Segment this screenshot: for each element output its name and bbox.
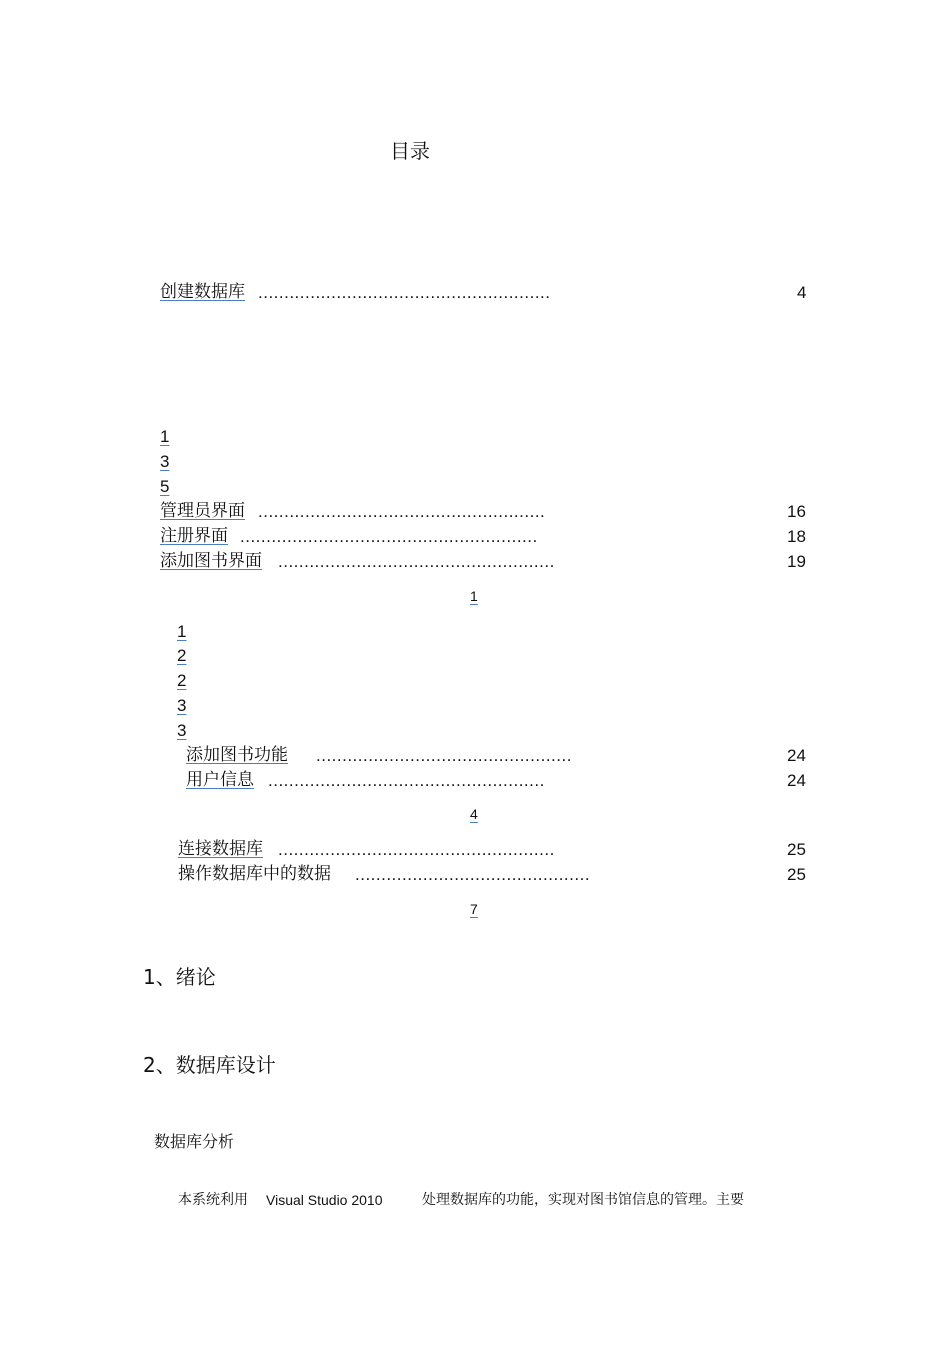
page-marker[interactable]: 7 (470, 901, 478, 917)
toc-number-link[interactable]: 5 (160, 477, 170, 496)
toc-leader-dots: ..................................................... (268, 771, 545, 790)
section-heading-introduction: 1、绪论 (143, 965, 216, 989)
toc-page-number: 18 (787, 527, 806, 546)
toc-page-number: 25 (787, 865, 806, 884)
toc-leader-dots: ..................................................... (278, 840, 555, 859)
toc-number-link[interactable]: 2 (177, 671, 187, 690)
toc-number-link[interactable]: 1 (177, 622, 187, 641)
body-text-part1: 本系统利用 (178, 1192, 248, 1208)
toc-number-link[interactable]: 1 (160, 427, 170, 446)
subsection-heading-database-analysis: 数据库分析 (154, 1132, 235, 1151)
toc-link-register-ui[interactable]: 注册界面 (160, 526, 228, 546)
page-title: 目录 (390, 139, 430, 163)
toc-leader-dots: ......................................................... (240, 527, 538, 546)
toc-page-number: 25 (787, 840, 806, 859)
toc-leader-dots: ............................................. (355, 865, 591, 884)
body-text-part3: 处理数据库的功能，实现对图书馆信息的管理。主要 (422, 1192, 744, 1208)
toc-entry-operate-data: 操作数据库中的数据 (178, 864, 331, 884)
page-marker[interactable]: 1 (470, 588, 478, 604)
toc-page-number: 4 (797, 283, 807, 302)
toc-number-link[interactable]: 3 (177, 696, 187, 715)
toc-leader-dots: ..................................................... (278, 552, 555, 571)
toc-link-admin-ui[interactable]: 管理员界面 (160, 501, 245, 521)
toc-link-add-book-ui[interactable]: 添加图书界面 (160, 551, 262, 571)
section-heading-database-design: 2、数据库设计 (143, 1053, 276, 1077)
toc-leader-dots: ................................................. (316, 746, 572, 765)
toc-page-number: 24 (787, 771, 806, 790)
body-text-product-name: Visual Studio 2010 (266, 1192, 383, 1208)
toc-leader-dots: ....................................................... (258, 502, 546, 521)
page-marker[interactable]: 4 (470, 806, 478, 822)
toc-page-number: 24 (787, 746, 806, 765)
toc-page-number: 19 (787, 552, 806, 571)
toc-link-user-info[interactable]: 用户信息 (186, 770, 254, 790)
toc-number-link[interactable]: 3 (177, 721, 187, 740)
toc-number-link[interactable]: 2 (177, 646, 187, 665)
toc-link-create-database[interactable]: 创建数据库 (160, 282, 245, 302)
toc-leader-dots: ........................................................ (258, 283, 551, 302)
toc-page-number: 16 (787, 502, 806, 521)
toc-link-add-book-function[interactable]: 添加图书功能 (186, 745, 288, 765)
toc-number-link[interactable]: 3 (160, 452, 170, 471)
toc-link-connect-database[interactable]: 连接数据库 (178, 839, 263, 859)
